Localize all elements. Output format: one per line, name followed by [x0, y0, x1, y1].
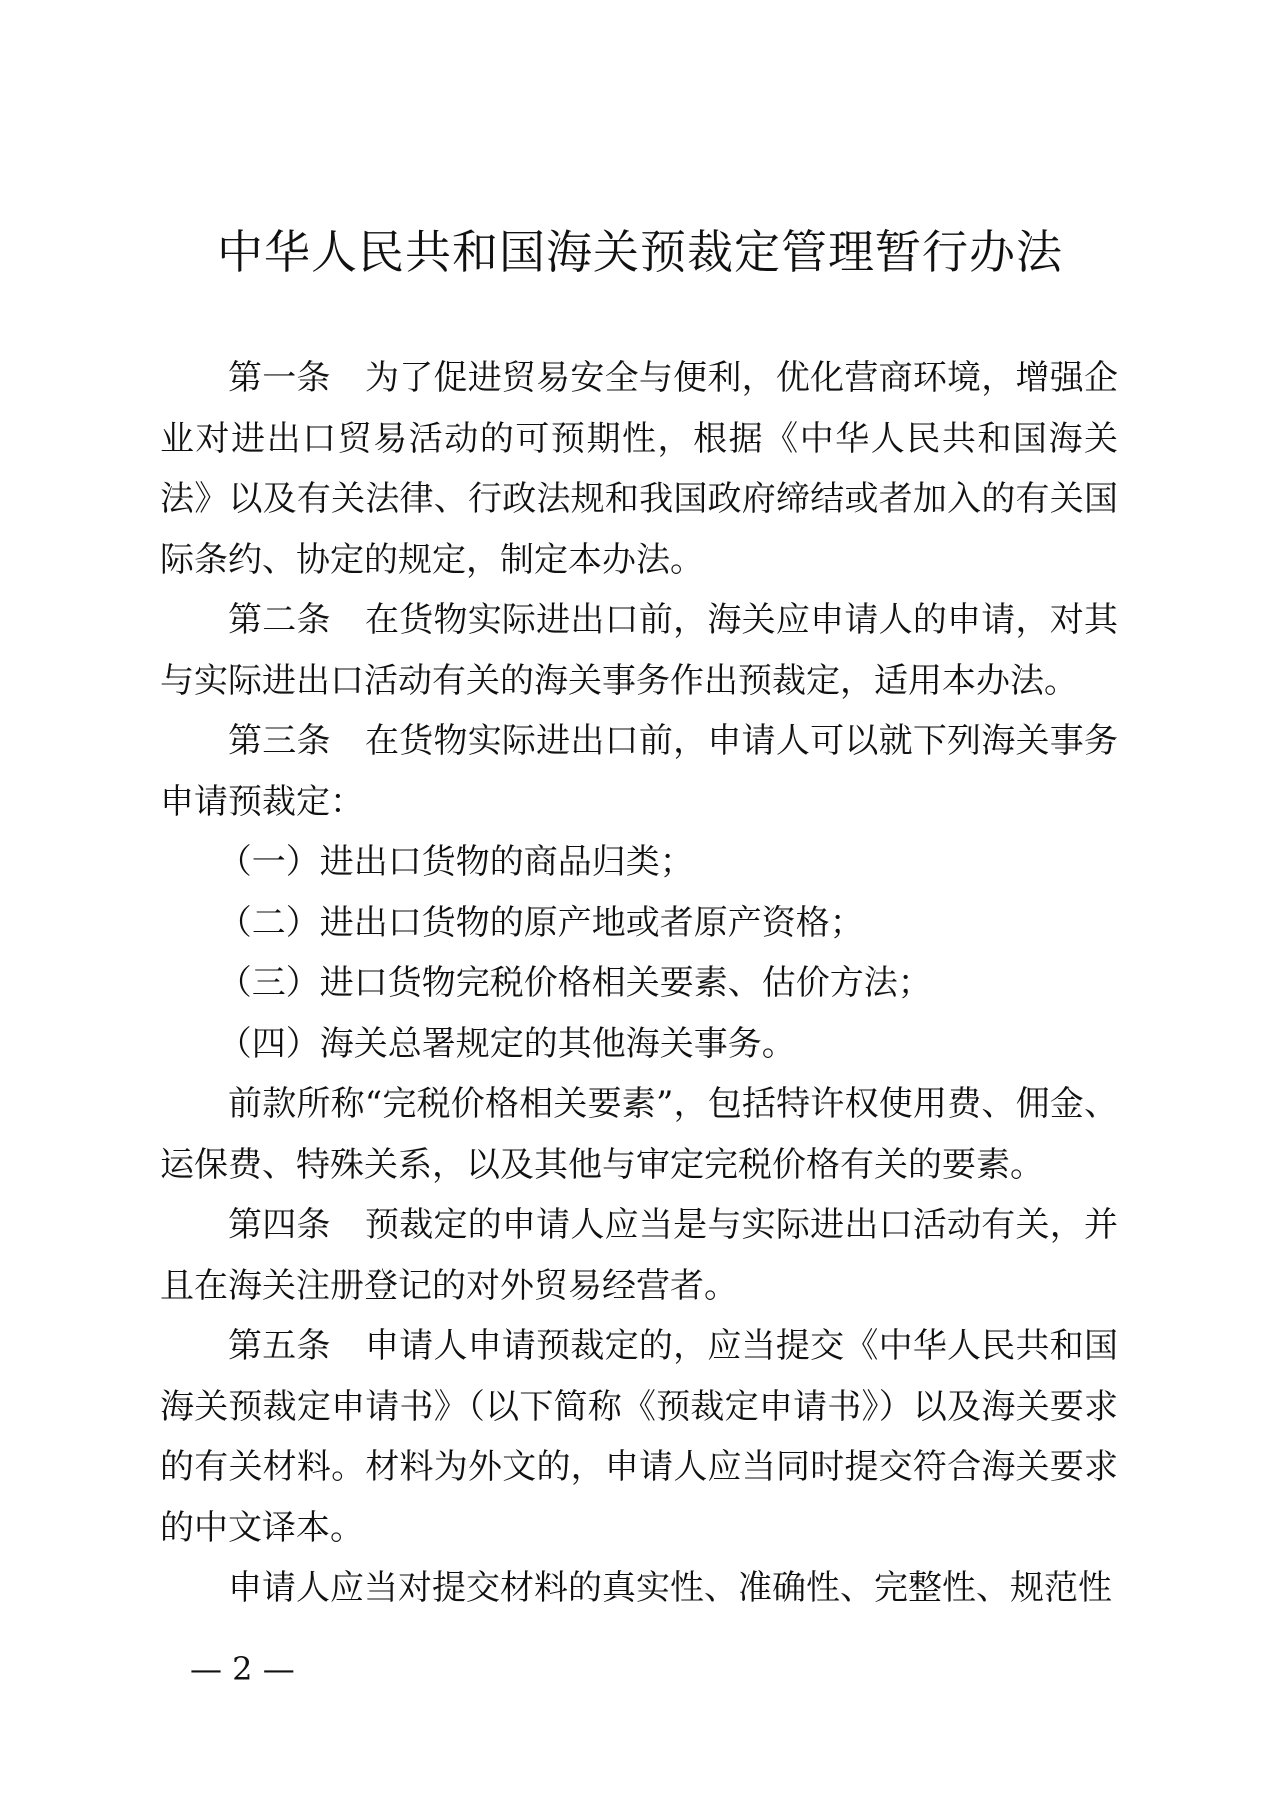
- list-item: （一）进出口货物的商品归类；: [217, 842, 694, 882]
- article-4: [160, 1195, 1118, 1316]
- article-label: 第三条: [228, 721, 331, 761]
- document-body: [160, 348, 1118, 1619]
- article-3: [160, 711, 1118, 832]
- list-item: （三）进口货物完税价格相关要素、估价方法；: [217, 963, 932, 1003]
- article-2: [160, 590, 1118, 711]
- article-label: 第一条: [228, 358, 331, 398]
- article-label: 第五条: [228, 1326, 331, 1366]
- article-5: [160, 1316, 1118, 1558]
- article-5-continuation: 申请人应当对提交材料的真实性、准确性、完整性、规范性: [228, 1568, 1112, 1608]
- article-3-note: 前款所称“完税价格相关要素”，包括特许权使用费、佣金、运保费、特殊关系，以及其他与审定完税价格有关的要素。: [160, 1084, 1118, 1185]
- article-text: 为了促进贸易安全与便利，优化营商环境，增强企业对进出口贸易活动的可预期性，根据《中华人民共和国海关法》以及有关法律、行政法规和我国政府缔结或者加入的有关国际条约、协定的规定，制定本办法。: [160, 358, 1119, 580]
- article-text: 预裁定的申请人应当是与实际进出口活动有关，并且在海关注册登记的对外贸易经营者。: [160, 1205, 1119, 1306]
- list-item: （四）海关总署规定的其他海关事务。: [217, 1023, 796, 1064]
- article-text: 申请人申请预裁定的，应当提交《中华人民共和国海关预裁定申请书》（以下简称《预裁定申请书》）以及海关要求的有关材料。材料为外文的，申请人应当同时提交符合海关要求的中文译本。: [160, 1326, 1119, 1548]
- article-text: 在货物实际进出口前，海关应申请人的申请，对其与实际进出口活动有关的海关事务作出预裁定，适用本办法。: [160, 600, 1119, 701]
- list-item: （二）进出口货物的原产地或者原产资格；: [217, 902, 864, 943]
- page-number: — 2 —: [190, 1650, 295, 1688]
- article-text: 在货物实际进出口前，申请人可以就下列海关事务申请预裁定：: [160, 721, 1119, 822]
- article-label: 第二条: [228, 600, 331, 640]
- article-label: 第四条: [228, 1205, 331, 1245]
- article-1: [160, 348, 1118, 590]
- document-title: 中华人民共和国海关预裁定管理暂行办法: [217, 225, 1063, 279]
